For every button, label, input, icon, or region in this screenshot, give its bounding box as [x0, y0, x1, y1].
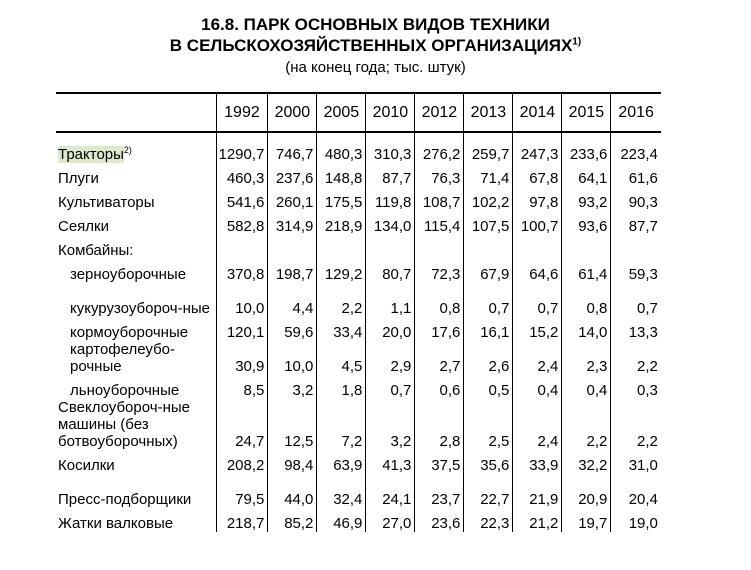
value-cell: 3,2 — [366, 399, 415, 450]
value-cell: 67,8 — [513, 163, 562, 187]
value-cell: 17,6 — [415, 317, 464, 341]
value-cell: 71,4 — [464, 163, 513, 187]
value-cell: 41,3 — [366, 450, 415, 474]
table-row — [56, 474, 661, 508]
value-cell: 3,2 — [268, 375, 317, 399]
value-cell: 2,2 — [562, 399, 611, 450]
value-cell: 80,7 — [366, 259, 415, 283]
value-cell: 22,7 — [464, 474, 513, 508]
spacer-row — [56, 132, 661, 139]
value-cell: 2,2 — [611, 341, 661, 375]
value-cell: 233,6 — [562, 139, 611, 163]
value-cell — [562, 235, 611, 259]
row-label — [56, 163, 216, 187]
value-cell: 541,6 — [216, 187, 268, 211]
value-cell: 85,2 — [268, 508, 317, 532]
value-cell: 19,0 — [611, 508, 661, 532]
value-cell: 20,0 — [366, 317, 415, 341]
year-header: 2013 — [464, 93, 513, 132]
value-cell: 276,2 — [415, 139, 464, 163]
value-cell: 61,6 — [611, 163, 661, 187]
value-cell: 107,5 — [464, 211, 513, 235]
row-label — [56, 341, 216, 375]
value-cell: 198,7 — [268, 259, 317, 283]
value-cell: 314,9 — [268, 211, 317, 235]
table-row — [56, 235, 661, 259]
value-cell: 0,8 — [562, 283, 611, 317]
year-header: 2012 — [415, 93, 464, 132]
value-cell: 33,9 — [513, 450, 562, 474]
value-cell: 72,3 — [415, 259, 464, 283]
value-cell: 120,1 — [216, 317, 268, 341]
value-cell: 21,9 — [513, 474, 562, 508]
value-cell: 310,3 — [366, 139, 415, 163]
value-cell: 97,8 — [513, 187, 562, 211]
year-header: 2005 — [317, 93, 366, 132]
value-cell: 237,6 — [268, 163, 317, 187]
year-header: 2000 — [268, 93, 317, 132]
value-cell: 46,9 — [317, 508, 366, 532]
value-cell: 35,6 — [464, 450, 513, 474]
value-cell: 370,8 — [216, 259, 268, 283]
value-cell: 20,9 — [562, 474, 611, 508]
row-label — [56, 211, 216, 235]
value-cell: 79,5 — [216, 474, 268, 508]
row-label — [56, 375, 216, 399]
value-cell: 15,2 — [513, 317, 562, 341]
value-cell: 12,5 — [268, 399, 317, 450]
value-cell: 2,9 — [366, 341, 415, 375]
year-header: 2016 — [611, 93, 661, 132]
value-cell: 2,8 — [415, 399, 464, 450]
value-cell: 208,2 — [216, 450, 268, 474]
table-row — [56, 341, 661, 375]
value-cell: 247,3 — [513, 139, 562, 163]
value-cell: 0,5 — [464, 375, 513, 399]
value-cell: 2,4 — [513, 341, 562, 375]
table-row — [56, 211, 661, 235]
value-cell: 102,2 — [464, 187, 513, 211]
statistics-table — [56, 92, 661, 532]
value-cell: 0,7 — [513, 283, 562, 317]
row-label — [56, 508, 216, 532]
value-cell: 260,1 — [268, 187, 317, 211]
table-row — [56, 139, 661, 163]
value-cell: 0,3 — [611, 375, 661, 399]
value-cell — [611, 235, 661, 259]
value-cell: 7,2 — [317, 399, 366, 450]
value-cell: 61,4 — [562, 259, 611, 283]
value-cell: 37,5 — [415, 450, 464, 474]
row-label-text: зерноуборочные — [70, 266, 187, 283]
value-cell: 31,0 — [611, 450, 661, 474]
value-cell: 0,4 — [513, 375, 562, 399]
row-label-text: Косилки — [58, 457, 115, 474]
row-label — [56, 139, 216, 163]
row-label — [56, 399, 216, 450]
table-body — [56, 132, 661, 532]
value-cell: 63,9 — [317, 450, 366, 474]
value-cell: 22,3 — [464, 508, 513, 532]
row-label — [56, 317, 216, 341]
value-cell: 10,0 — [268, 341, 317, 375]
value-cell: 64,6 — [513, 259, 562, 283]
value-cell: 16,1 — [464, 317, 513, 341]
value-cell: 32,2 — [562, 450, 611, 474]
row-label-text: Свеклоубороч-ные машины (без ботвоуборочных) — [58, 399, 190, 450]
table-row — [56, 283, 661, 317]
value-cell: 24,7 — [216, 399, 268, 450]
value-cell — [216, 235, 268, 259]
value-cell: 59,3 — [611, 259, 661, 283]
value-cell: 23,6 — [415, 508, 464, 532]
value-cell: 33,4 — [317, 317, 366, 341]
value-cell: 23,7 — [415, 474, 464, 508]
value-cell: 19,7 — [562, 508, 611, 532]
value-cell: 223,4 — [611, 139, 661, 163]
value-cell: 0,7 — [464, 283, 513, 317]
value-cell: 93,2 — [562, 187, 611, 211]
value-cell: 13,3 — [611, 317, 661, 341]
value-cell: 259,7 — [464, 139, 513, 163]
value-cell: 32,4 — [317, 474, 366, 508]
table-subtitle: (на конец года; тыс. штук) — [285, 59, 466, 76]
value-cell — [317, 235, 366, 259]
value-cell: 8,5 — [216, 375, 268, 399]
year-header: 1992 — [216, 93, 268, 132]
value-cell: 76,3 — [415, 163, 464, 187]
value-cell: 115,4 — [415, 211, 464, 235]
value-cell: 20,4 — [611, 474, 661, 508]
value-cell: 2,7 — [415, 341, 464, 375]
value-cell: 93,6 — [562, 211, 611, 235]
value-cell: 2,2 — [611, 399, 661, 450]
row-label — [56, 235, 216, 259]
table-row — [56, 259, 661, 283]
value-cell: 2,4 — [513, 399, 562, 450]
year-header: 2015 — [562, 93, 611, 132]
table-row — [56, 187, 661, 211]
value-cell: 119,8 — [366, 187, 415, 211]
value-cell: 64,1 — [562, 163, 611, 187]
row-label-text: Культиваторы — [58, 194, 155, 211]
value-cell: 108,7 — [415, 187, 464, 211]
table-row — [56, 399, 661, 450]
value-cell: 218,9 — [317, 211, 366, 235]
value-cell: 4,4 — [268, 283, 317, 317]
value-cell: 148,8 — [317, 163, 366, 187]
value-cell: 100,7 — [513, 211, 562, 235]
row-label — [56, 259, 216, 283]
row-label — [56, 283, 216, 317]
table-title-block — [0, 14, 751, 78]
value-cell: 1,1 — [366, 283, 415, 317]
year-header: 2014 — [513, 93, 562, 132]
row-label — [56, 187, 216, 211]
value-cell: 0,8 — [415, 283, 464, 317]
value-cell: 27,0 — [366, 508, 415, 532]
value-cell — [366, 235, 415, 259]
value-cell: 87,7 — [611, 211, 661, 235]
value-cell: 582,8 — [216, 211, 268, 235]
value-cell: 30,9 — [216, 341, 268, 375]
value-cell: 0,7 — [366, 375, 415, 399]
row-label-text: льноуборочные — [70, 382, 180, 399]
row-label-text: кукурузоубороч-ные — [70, 300, 211, 317]
value-cell: 2,3 — [562, 341, 611, 375]
value-cell: 10,0 — [216, 283, 268, 317]
row-label-text: Пресс-подборщики — [58, 491, 192, 508]
value-cell: 87,7 — [366, 163, 415, 187]
table-title-line-2-text: В СЕЛЬСКОХОЗЯЙСТВЕННЫХ ОРГАНИЗАЦИЯХ — [169, 36, 573, 55]
value-cell: 67,9 — [464, 259, 513, 283]
row-label — [56, 474, 216, 508]
value-cell: 2,2 — [317, 283, 366, 317]
value-cell: 2,5 — [464, 399, 513, 450]
value-cell: 746,7 — [268, 139, 317, 163]
value-cell: 175,5 — [317, 187, 366, 211]
value-cell: 21,2 — [513, 508, 562, 532]
row-label-text: Жатки валковые — [58, 515, 174, 532]
value-cell: 0,4 — [562, 375, 611, 399]
table-row — [56, 317, 661, 341]
value-cell: 59,6 — [268, 317, 317, 341]
value-cell: 2,6 — [464, 341, 513, 375]
table-header-row — [56, 93, 661, 132]
row-footnote-marker: 2) — [123, 145, 132, 155]
row-label-text: Плуги — [58, 170, 99, 187]
value-cell — [268, 235, 317, 259]
value-cell — [464, 235, 513, 259]
value-cell: 44,0 — [268, 474, 317, 508]
value-cell: 1290,7 — [216, 139, 268, 163]
value-cell: 14,0 — [562, 317, 611, 341]
row-label-text: Комбайны: — [58, 242, 134, 259]
year-header: 2010 — [366, 93, 415, 132]
row-label-text: Тракторы — [58, 146, 124, 163]
table-row — [56, 450, 661, 474]
header-label-cell — [56, 93, 216, 132]
table-row — [56, 163, 661, 187]
value-cell: 24,1 — [366, 474, 415, 508]
table-title-line-2 — [0, 35, 751, 56]
value-cell: 0,6 — [415, 375, 464, 399]
row-label-text: Сеялки — [58, 218, 109, 235]
row-label — [56, 450, 216, 474]
value-cell: 480,3 — [317, 139, 366, 163]
value-cell: 98,4 — [268, 450, 317, 474]
value-cell: 134,0 — [366, 211, 415, 235]
value-cell — [415, 235, 464, 259]
value-cell: 4,5 — [317, 341, 366, 375]
row-label-text: кормоуборочные — [70, 324, 189, 341]
table-title-line-1: 16.8. ПАРК ОСНОВНЫХ ВИДОВ ТЕХНИКИ — [201, 15, 550, 34]
value-cell: 0,7 — [611, 283, 661, 317]
value-cell: 90,3 — [611, 187, 661, 211]
value-cell: 218,7 — [216, 508, 268, 532]
table-row — [56, 375, 661, 399]
value-cell — [513, 235, 562, 259]
table-row — [56, 508, 661, 532]
row-label-text: картофелеубо-рочные — [70, 341, 175, 375]
value-cell: 1,8 — [317, 375, 366, 399]
value-cell: 460,3 — [216, 163, 268, 187]
title-footnote-marker: 1) — [572, 36, 582, 48]
value-cell: 129,2 — [317, 259, 366, 283]
